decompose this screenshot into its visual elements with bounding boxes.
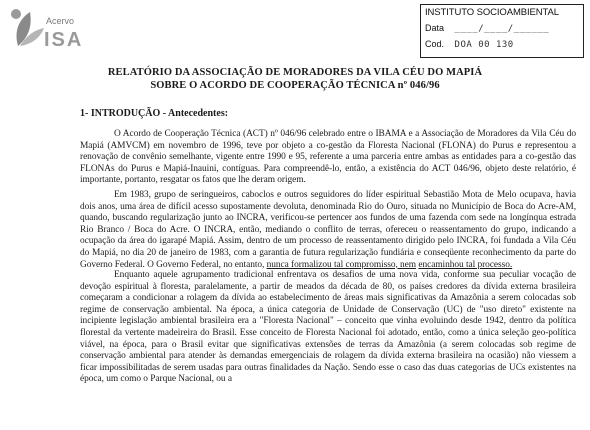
isa-logo-icon [4,2,94,66]
stamp-code-row [425,38,579,51]
acervo-isa-logo [4,2,94,66]
sun-dot [11,9,21,19]
stamp-date-value: ____/____/______ [454,24,550,34]
stamp-date-row [425,22,579,35]
document-title-line-2: SOBRE O ACORDO DE COOPERAÇÃO TÉCNICA nº 046/96 [150,80,440,91]
logo-isa-text: ISA [44,29,84,51]
archive-stamp [420,4,584,58]
logo-acervo-text: Acervo [46,16,75,26]
paragraph-3: Enquanto aquele agrupamento tradicional enfrentava os desafios de uma nova vida, conforme sua peculiar vocação de devoção espiritual à floresta, paralelamente, a partir de meados da década de 80, os países credores da dívida externa brasileira começaram a condicionar a rolagem da dívida ao estabelecimento de áreas mais significativas da Amazônia a serem colocadas sob regime de conservação ambiental. Na época, a única categoria de Unidade de Conservação (UC) de "uso direto" existente na incipiente legislação ambiental brasileira era a "Floresta Nacional" – conceito que vinha evoluindo desde 1942, dentro da política florestal da vertente madeireira do Brasil. Esse conceito de Floresta Nacional foi adotado, então, como a única seleção geo-política viável, na época, para o Brasil evitar que significativas extensões de terras da Amazônia (a serem colocadas sob regime de conservação ambiental para atender às demandas emergenciais de rolagem da dívida externa brasileira na ocasião) não viessem a ficar impossibilitadas de serem usadas para outras finalidades da Nação. Sendo esse o caso das duas categorias de UCs existentes na época, um como o Parque Nacional, ou a [80,270,576,385]
paragraph-2-text: Em 1983, grupo de seringueiros, caboclos e outros seguidores do líder espiritual Sebastião Mota de Melo ocupava, havia dois anos, uma área de difícil acesso supostamente devoluta, denominada Rio do Ouro, situada no Município de Boca do Acre-AM, quando, buscando regularização junto ao INCRA, verificou-se pertencer aos fundos de uma fazenda com sede na longínqua estrada Rio Branco / Boca do Acre. O INCRA, então, mediando o conflito de terras, ofereceu o reassentamento do grupo, indicando a ocupação da área do igarapé Mapiá. Assim, dentro de um processo de reassentamento dirigido pelo INCRA, foi fundada a Vila Céu do Mapiá, no dia 20 de janeiro de 1983, com a garantia de futura regularização fundiária e conseqüente reconhecimento da parte do Governo Federal. O Governo Federal, no entanto, [80,190,576,270]
section-heading: 1- INTRODUÇÃO - Antecedentes: [80,108,229,119]
stamp-code-label: Cod. [425,39,445,49]
document-title-line-1: RELATÓRIO DA ASSOCIAÇÃO DE MORADORES DA VILA CÉU DO MAPIÁ [107,67,483,78]
stamp-code-value: DOA 00 130 [454,40,514,50]
paragraph-2-underlined: nunca formalizou tal compromisso, nem [266,259,417,270]
stamp-date-label: Data [425,23,445,33]
stamp-org: INSTITUTO SOCIOAMBIENTAL [425,7,559,18]
paragraph-2-underlined-end: encaminhou tal processo. [418,259,513,270]
paragraph-2 [80,190,576,271]
paragraph-1: O Acordo de Cooperação Técnica (ACT) nº 046/96 celebrado entre o IBAMA e a Associação de Moradores da Vila Céu do Mapiá (AMVCM) em novembro de 1996, teve por objeto a co-gestão da Floresta Nacional (FLONA) do Purus e representou a renovação de convênio semelhante, vigente entre 1990 e 95, referente a uma parceria entre ambas as entidades para a co-gestão das FLONAs do Purus e Mapiá-Inauini, contíguas. Para compreendê-lo, então, a existência do ACT 046/96, objeto deste relatório, é importante, portanto, resgatar os fatos que lhe deram origem. [80,129,576,186]
